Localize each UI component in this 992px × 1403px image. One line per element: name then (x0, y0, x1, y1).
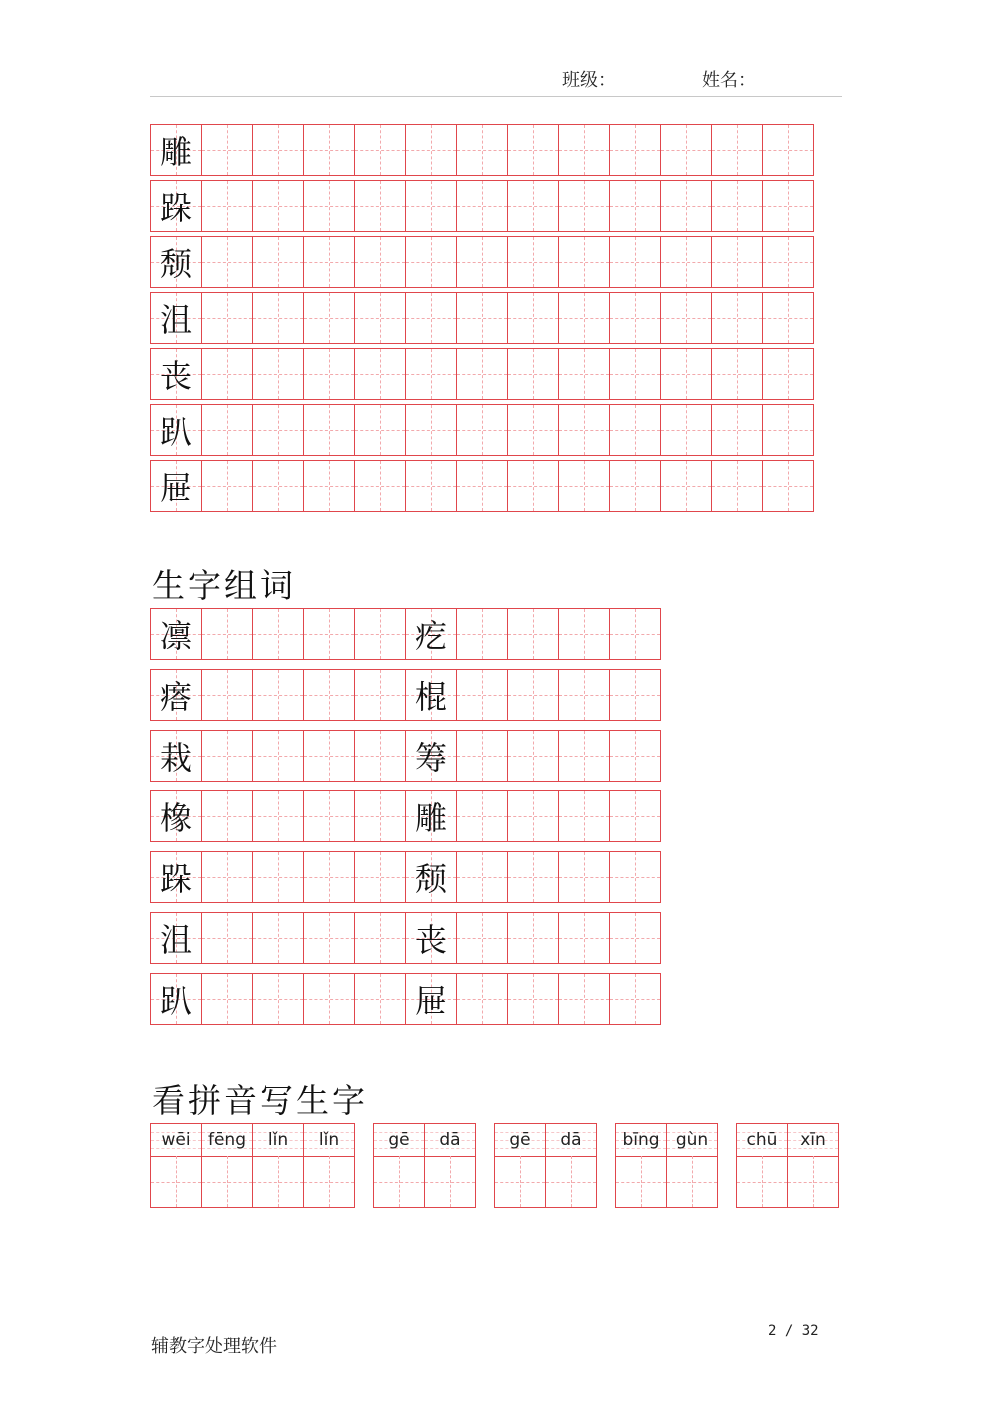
pinyin-syllable: dā (439, 1130, 461, 1150)
writing-cell[interactable] (405, 292, 457, 344)
trace-row (150, 180, 813, 232)
writing-cell[interactable] (303, 973, 355, 1025)
pinyin-syllable: gùn (675, 1130, 709, 1150)
pinyin-syllable: chū (746, 1130, 778, 1150)
model-character: 橡 (159, 799, 192, 838)
pinyin-syllable: bīng (622, 1130, 660, 1150)
writing-cell[interactable] (150, 124, 202, 176)
writing-cell[interactable] (252, 460, 304, 512)
pinyin-writing-cell[interactable] (424, 1123, 476, 1208)
trace-row (150, 124, 813, 176)
model-character: 雕 (159, 133, 192, 171)
model-character: 屉 (159, 469, 192, 507)
writing-cell[interactable] (252, 608, 304, 660)
writing-cell[interactable] (609, 851, 661, 903)
writing-cell[interactable] (558, 608, 610, 660)
writing-cell[interactable] (405, 460, 457, 512)
writing-cell[interactable] (150, 669, 202, 721)
writing-cell[interactable] (252, 404, 304, 456)
writing-cell[interactable] (354, 669, 406, 721)
writing-cell[interactable] (201, 348, 253, 400)
pinyin-writing-cell[interactable] (373, 1123, 425, 1208)
writing-cell[interactable] (201, 608, 253, 660)
pinyin-syllable: gē (509, 1130, 531, 1150)
pinyin-writing-cell[interactable] (545, 1123, 597, 1208)
pinyin-syllable: lǐn (267, 1130, 289, 1150)
writing-cell[interactable] (150, 973, 202, 1025)
writing-cell[interactable] (405, 973, 457, 1025)
model-character: 趴 (159, 413, 192, 451)
writing-cell[interactable] (201, 790, 253, 842)
writing-cell[interactable] (252, 790, 304, 842)
writing-cell[interactable] (711, 124, 763, 176)
writing-cell[interactable] (150, 912, 202, 964)
writing-cell[interactable] (456, 292, 508, 344)
writing-cell[interactable] (456, 348, 508, 400)
writing-cell[interactable] (303, 851, 355, 903)
model-character: 颓 (414, 860, 447, 899)
writing-cell[interactable] (303, 236, 355, 288)
trace-row (150, 460, 813, 512)
writing-cell[interactable] (711, 236, 763, 288)
model-character: 雕 (414, 799, 447, 838)
writing-cell[interactable] (303, 669, 355, 721)
writing-cell[interactable] (711, 180, 763, 232)
writing-cell[interactable] (405, 180, 457, 232)
writing-cell[interactable] (354, 292, 406, 344)
writing-cell[interactable] (354, 851, 406, 903)
writing-cell[interactable] (201, 973, 253, 1025)
writing-cell[interactable] (609, 730, 661, 782)
writing-cell[interactable] (354, 912, 406, 964)
writing-cell[interactable] (660, 460, 712, 512)
writing-cell[interactable] (609, 608, 661, 660)
writing-cell[interactable] (711, 348, 763, 400)
writing-cell[interactable] (507, 973, 559, 1025)
writing-cell[interactable] (558, 790, 610, 842)
pinyin-group (494, 1123, 596, 1206)
writing-cell[interactable] (201, 460, 253, 512)
writing-cell[interactable] (456, 851, 508, 903)
word-row (150, 790, 660, 842)
writing-cell[interactable] (456, 790, 508, 842)
model-character: 颓 (159, 245, 192, 283)
pinyin-group (736, 1123, 838, 1206)
writing-cell[interactable] (558, 973, 610, 1025)
pinyin-syllable: gē (388, 1130, 410, 1150)
writing-cell[interactable] (150, 180, 202, 232)
writing-cell[interactable] (762, 348, 814, 400)
pinyin-group (150, 1123, 354, 1206)
model-character: 棍 (414, 677, 447, 716)
writing-cell[interactable] (762, 404, 814, 456)
pinyin-writing-cell[interactable] (666, 1123, 718, 1208)
pinyin-syllable: wēi (161, 1130, 191, 1150)
pinyin-group (615, 1123, 717, 1206)
model-character: 趴 (159, 981, 192, 1020)
writing-cell[interactable] (558, 292, 610, 344)
writing-cell[interactable] (354, 236, 406, 288)
writing-cell[interactable] (507, 348, 559, 400)
class-label: 班级： (562, 70, 616, 91)
writing-cell[interactable] (252, 292, 304, 344)
writing-cell[interactable] (252, 236, 304, 288)
writing-cell[interactable] (609, 348, 661, 400)
writing-cell[interactable] (303, 180, 355, 232)
writing-cell[interactable] (660, 124, 712, 176)
writing-cell[interactable] (405, 730, 457, 782)
writing-cell[interactable] (456, 404, 508, 456)
pinyin-syllable: fēng (207, 1130, 246, 1150)
writing-cell[interactable] (660, 292, 712, 344)
pinyin-writing-cell[interactable] (201, 1123, 253, 1208)
writing-cell[interactable] (405, 124, 457, 176)
writing-cell[interactable] (507, 236, 559, 288)
writing-cell[interactable] (252, 730, 304, 782)
writing-cell[interactable] (762, 460, 814, 512)
writing-cell[interactable] (762, 180, 814, 232)
writing-cell[interactable] (405, 404, 457, 456)
writing-cell[interactable] (456, 730, 508, 782)
writing-cell[interactable] (303, 404, 355, 456)
writing-cell[interactable] (405, 851, 457, 903)
writing-cell[interactable] (762, 236, 814, 288)
writing-cell[interactable] (507, 669, 559, 721)
writing-cell[interactable] (354, 124, 406, 176)
writing-cell[interactable] (609, 292, 661, 344)
footer-text: 辅教字处理软件 (151, 1336, 277, 1357)
writing-cell[interactable] (558, 851, 610, 903)
writing-cell[interactable] (762, 124, 814, 176)
writing-cell[interactable] (558, 236, 610, 288)
trace-row (150, 292, 813, 344)
pinyin-group (373, 1123, 475, 1206)
pinyin-syllable: dā (560, 1130, 582, 1150)
writing-cell[interactable] (150, 348, 202, 400)
writing-cell[interactable] (558, 460, 610, 512)
writing-cell[interactable] (252, 669, 304, 721)
writing-cell[interactable] (507, 608, 559, 660)
word-row (150, 912, 660, 964)
writing-cell[interactable] (201, 730, 253, 782)
name-label: 姓名： (702, 70, 756, 91)
writing-cell[interactable] (660, 180, 712, 232)
writing-cell[interactable] (201, 180, 253, 232)
pinyin-syllable: xīn (800, 1130, 826, 1150)
writing-cell[interactable] (303, 460, 355, 512)
model-character: 沮 (159, 301, 192, 339)
trace-row (150, 236, 813, 288)
writing-cell[interactable] (507, 180, 559, 232)
writing-cell[interactable] (609, 669, 661, 721)
writing-cell[interactable] (660, 236, 712, 288)
writing-cell[interactable] (252, 124, 304, 176)
writing-cell[interactable] (609, 404, 661, 456)
writing-cell[interactable] (558, 912, 610, 964)
writing-cell[interactable] (201, 404, 253, 456)
writing-cell[interactable] (660, 404, 712, 456)
writing-cell[interactable] (303, 124, 355, 176)
writing-cell[interactable] (405, 236, 457, 288)
writing-cell[interactable] (507, 460, 559, 512)
writing-cell[interactable] (150, 851, 202, 903)
word-row (150, 973, 660, 1025)
writing-cell[interactable] (558, 404, 610, 456)
pinyin-writing-cell[interactable] (787, 1123, 839, 1208)
model-character: 瘩 (159, 677, 192, 716)
writing-cell[interactable] (354, 730, 406, 782)
writing-cell[interactable] (303, 608, 355, 660)
writing-cell[interactable] (405, 608, 457, 660)
writing-cell[interactable] (405, 912, 457, 964)
pinyin-writing-cell[interactable] (303, 1123, 355, 1208)
writing-cell[interactable] (201, 669, 253, 721)
writing-cell[interactable] (405, 348, 457, 400)
pinyin-writing-cell[interactable] (494, 1123, 546, 1208)
writing-cell[interactable] (558, 348, 610, 400)
model-character: 丧 (414, 921, 447, 959)
writing-cell[interactable] (150, 292, 202, 344)
model-character: 栽 (159, 738, 192, 777)
model-character: 屉 (414, 981, 447, 1020)
model-character: 疙 (414, 617, 447, 655)
writing-cell[interactable] (456, 912, 508, 964)
writing-cell[interactable] (456, 236, 508, 288)
model-character: 跺 (159, 860, 192, 899)
writing-cell[interactable] (354, 790, 406, 842)
writing-cell[interactable] (558, 180, 610, 232)
writing-cell[interactable] (150, 460, 202, 512)
writing-cell[interactable] (354, 180, 406, 232)
writing-cell[interactable] (558, 669, 610, 721)
writing-cell[interactable] (456, 180, 508, 232)
writing-cell[interactable] (150, 404, 202, 456)
trace-row (150, 348, 813, 400)
pinyin-writing-cell[interactable] (736, 1123, 788, 1208)
writing-cell[interactable] (150, 730, 202, 782)
header-divider (150, 96, 842, 97)
pinyin-syllable: lǐn (318, 1130, 340, 1150)
writing-cell[interactable] (558, 124, 610, 176)
model-character: 凛 (159, 617, 192, 655)
writing-cell[interactable] (201, 292, 253, 344)
writing-cell[interactable] (711, 292, 763, 344)
writing-cell[interactable] (507, 404, 559, 456)
writing-cell[interactable] (507, 730, 559, 782)
writing-cell[interactable] (507, 292, 559, 344)
word-section-title: 生字组词 (152, 566, 296, 605)
writing-cell[interactable] (507, 912, 559, 964)
writing-cell[interactable] (507, 790, 559, 842)
trace-row (150, 404, 813, 456)
word-row (150, 851, 660, 903)
writing-cell[interactable] (507, 124, 559, 176)
writing-cell[interactable] (150, 608, 202, 660)
model-character: 跺 (159, 189, 192, 227)
writing-cell[interactable] (405, 790, 457, 842)
writing-cell[interactable] (150, 790, 202, 842)
writing-cell[interactable] (303, 348, 355, 400)
writing-cell[interactable] (252, 973, 304, 1025)
writing-cell[interactable] (456, 973, 508, 1025)
writing-cell[interactable] (558, 730, 610, 782)
writing-cell[interactable] (456, 460, 508, 512)
writing-cell[interactable] (711, 404, 763, 456)
writing-cell[interactable] (609, 180, 661, 232)
pinyin-writing-cell[interactable] (615, 1123, 667, 1208)
writing-cell[interactable] (303, 292, 355, 344)
writing-cell[interactable] (456, 608, 508, 660)
writing-cell[interactable] (201, 124, 253, 176)
writing-cell[interactable] (252, 851, 304, 903)
writing-cell[interactable] (201, 912, 253, 964)
word-row (150, 608, 660, 660)
writing-cell[interactable] (609, 460, 661, 512)
writing-cell[interactable] (507, 851, 559, 903)
writing-cell[interactable] (354, 608, 406, 660)
writing-cell[interactable] (252, 348, 304, 400)
pinyin-writing-cell[interactable] (252, 1123, 304, 1208)
writing-cell[interactable] (609, 912, 661, 964)
writing-cell[interactable] (201, 236, 253, 288)
writing-cell[interactable] (609, 973, 661, 1025)
pinyin-writing-cell[interactable] (150, 1123, 202, 1208)
writing-cell[interactable] (252, 180, 304, 232)
writing-cell[interactable] (609, 124, 661, 176)
model-character: 丧 (159, 357, 192, 395)
pinyin-section-title: 看拼音写生字 (152, 1081, 368, 1120)
model-character: 沮 (159, 921, 192, 959)
writing-cell[interactable] (405, 669, 457, 721)
model-character: 筹 (414, 738, 447, 777)
page-number: 2 / 32 (768, 1323, 819, 1339)
word-row (150, 730, 660, 782)
writing-cell[interactable] (711, 460, 763, 512)
writing-cell[interactable] (609, 790, 661, 842)
writing-cell[interactable] (201, 851, 253, 903)
word-row (150, 669, 660, 721)
writing-cell[interactable] (354, 404, 406, 456)
writing-cell[interactable] (354, 973, 406, 1025)
writing-cell[interactable] (354, 348, 406, 400)
writing-cell[interactable] (303, 790, 355, 842)
writing-cell[interactable] (303, 730, 355, 782)
writing-cell[interactable] (456, 669, 508, 721)
writing-cell[interactable] (354, 460, 406, 512)
writing-cell[interactable] (660, 348, 712, 400)
writing-cell[interactable] (303, 912, 355, 964)
writing-cell[interactable] (456, 124, 508, 176)
writing-cell[interactable] (150, 236, 202, 288)
writing-cell[interactable] (762, 292, 814, 344)
writing-cell[interactable] (609, 236, 661, 288)
writing-cell[interactable] (252, 912, 304, 964)
